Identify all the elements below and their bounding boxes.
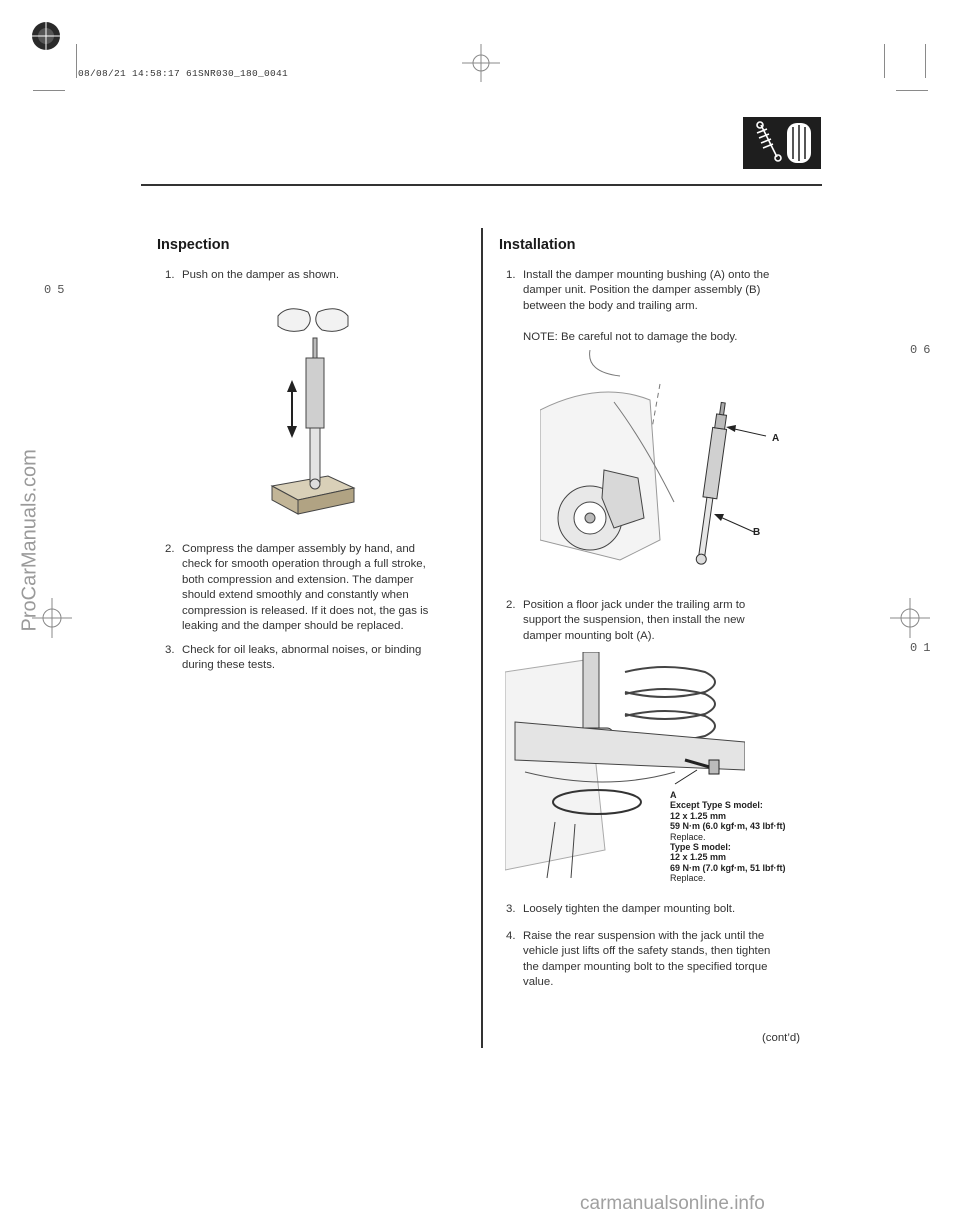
- spec-types-torque: 69 N·m (7.0 kgf·m, 51 lbf·ft): [670, 862, 786, 873]
- crop-mark: [76, 44, 77, 78]
- callout-label-a: A: [772, 433, 780, 444]
- step-line: Push on the damper as shown.: [182, 269, 340, 281]
- installation-step-4: [506, 929, 806, 991]
- step-line: value.: [523, 976, 554, 989]
- damper-install-illustration: [540, 350, 800, 580]
- side-mark-left: 05: [44, 283, 71, 297]
- crop-mark: [925, 44, 926, 78]
- inspection-step-3: [165, 643, 465, 674]
- damper-push-illustration: [268, 300, 358, 520]
- step-line: Compress the damper assembly by hand, and: [182, 543, 415, 555]
- installation-step-1: [506, 268, 806, 345]
- step-line: leaking and the damper should be replaced.: [182, 620, 404, 633]
- step-line: during these tests.: [182, 659, 276, 672]
- step-line: support the suspension, then install the new: [523, 614, 745, 627]
- step-line: compression is released. If it does not, the gas is: [182, 604, 429, 617]
- step-line: Check for oil leaks, abnormal noises, or binding: [182, 644, 422, 656]
- callout-label-a: A: [670, 790, 677, 800]
- watermark-bottom: carmanualsonline.info: [580, 1193, 765, 1214]
- step-line: damper mounting bolt (A).: [523, 629, 655, 642]
- step-number: 3.: [506, 903, 516, 915]
- inspection-heading: Inspection: [157, 237, 230, 253]
- crop-mark: [33, 90, 65, 91]
- crop-mark: [884, 44, 885, 78]
- spec-types-note: Replace.: [670, 873, 706, 884]
- side-mark-right-top: 06: [910, 343, 937, 357]
- step-line: vehicle just lifts off the safety stands, then tighten: [523, 945, 771, 958]
- step-number: 2.: [506, 599, 516, 611]
- step-number: 4.: [506, 930, 516, 942]
- step-line: Loosely tighten the damper mounting bolt.: [523, 903, 736, 915]
- step-line: between the body and trailing arm.: [523, 299, 698, 312]
- step-line: Raise the rear suspension with the jack until the: [523, 930, 765, 942]
- installation-heading: Installation: [499, 237, 576, 253]
- spec-except-note: Replace.: [670, 831, 706, 842]
- torque-spec: [670, 790, 786, 884]
- spec-types-title: Type S model:: [670, 842, 731, 853]
- step-number: 3.: [165, 644, 175, 656]
- step-line: [523, 314, 806, 329]
- suspension-damper-icon: [743, 117, 821, 169]
- installation-step-2: [506, 598, 806, 644]
- inspection-step-2: [165, 542, 465, 634]
- spec-except-torque: 59 N·m (6.0 kgf·m, 43 lbf·ft): [670, 821, 786, 832]
- installation-step-3: [506, 902, 806, 917]
- step-line: Install the damper mounting bushing (A) onto the: [523, 269, 770, 281]
- step-line: the damper mounting bolt to the specified torque: [523, 960, 768, 973]
- step-number: 2.: [165, 543, 175, 555]
- crop-mark: [896, 90, 928, 91]
- callout-label-b: B: [753, 527, 761, 538]
- spec-types-size: 12 x 1.25 mm: [670, 852, 727, 863]
- spec-except-size: 12 x 1.25 mm: [670, 810, 727, 821]
- registration-crosshair-icon: [890, 598, 930, 638]
- step-line: Position a floor jack under the trailing arm to: [523, 599, 746, 611]
- step-line: check for smooth operation through a full stroke,: [182, 558, 426, 571]
- registration-target-icon: [28, 18, 64, 54]
- side-mark-right-bottom: 01: [910, 641, 937, 655]
- step-line: damper unit. Position the damper assembly (B): [523, 284, 761, 297]
- header-rule: [141, 184, 822, 186]
- column-divider: [481, 228, 483, 1048]
- step-line: NOTE: Be careful not to damage the body.: [523, 330, 738, 343]
- print-stamp: 08/08/21 14:58:17 61SNR030_180_0041: [78, 68, 289, 79]
- inspection-step-1: [165, 268, 465, 283]
- continued-marker: (cont’d): [762, 1032, 800, 1044]
- step-line: should extend smoothly and constantly when: [182, 589, 409, 602]
- watermark-side: ProCarManuals.com: [18, 449, 41, 632]
- registration-crosshair-icon: [462, 44, 500, 82]
- step-line: both compression and extension. The damper: [182, 573, 414, 586]
- spec-except-title: Except Type S model:: [670, 800, 763, 811]
- step-number: 1.: [165, 269, 175, 281]
- step-number: 1.: [506, 269, 516, 281]
